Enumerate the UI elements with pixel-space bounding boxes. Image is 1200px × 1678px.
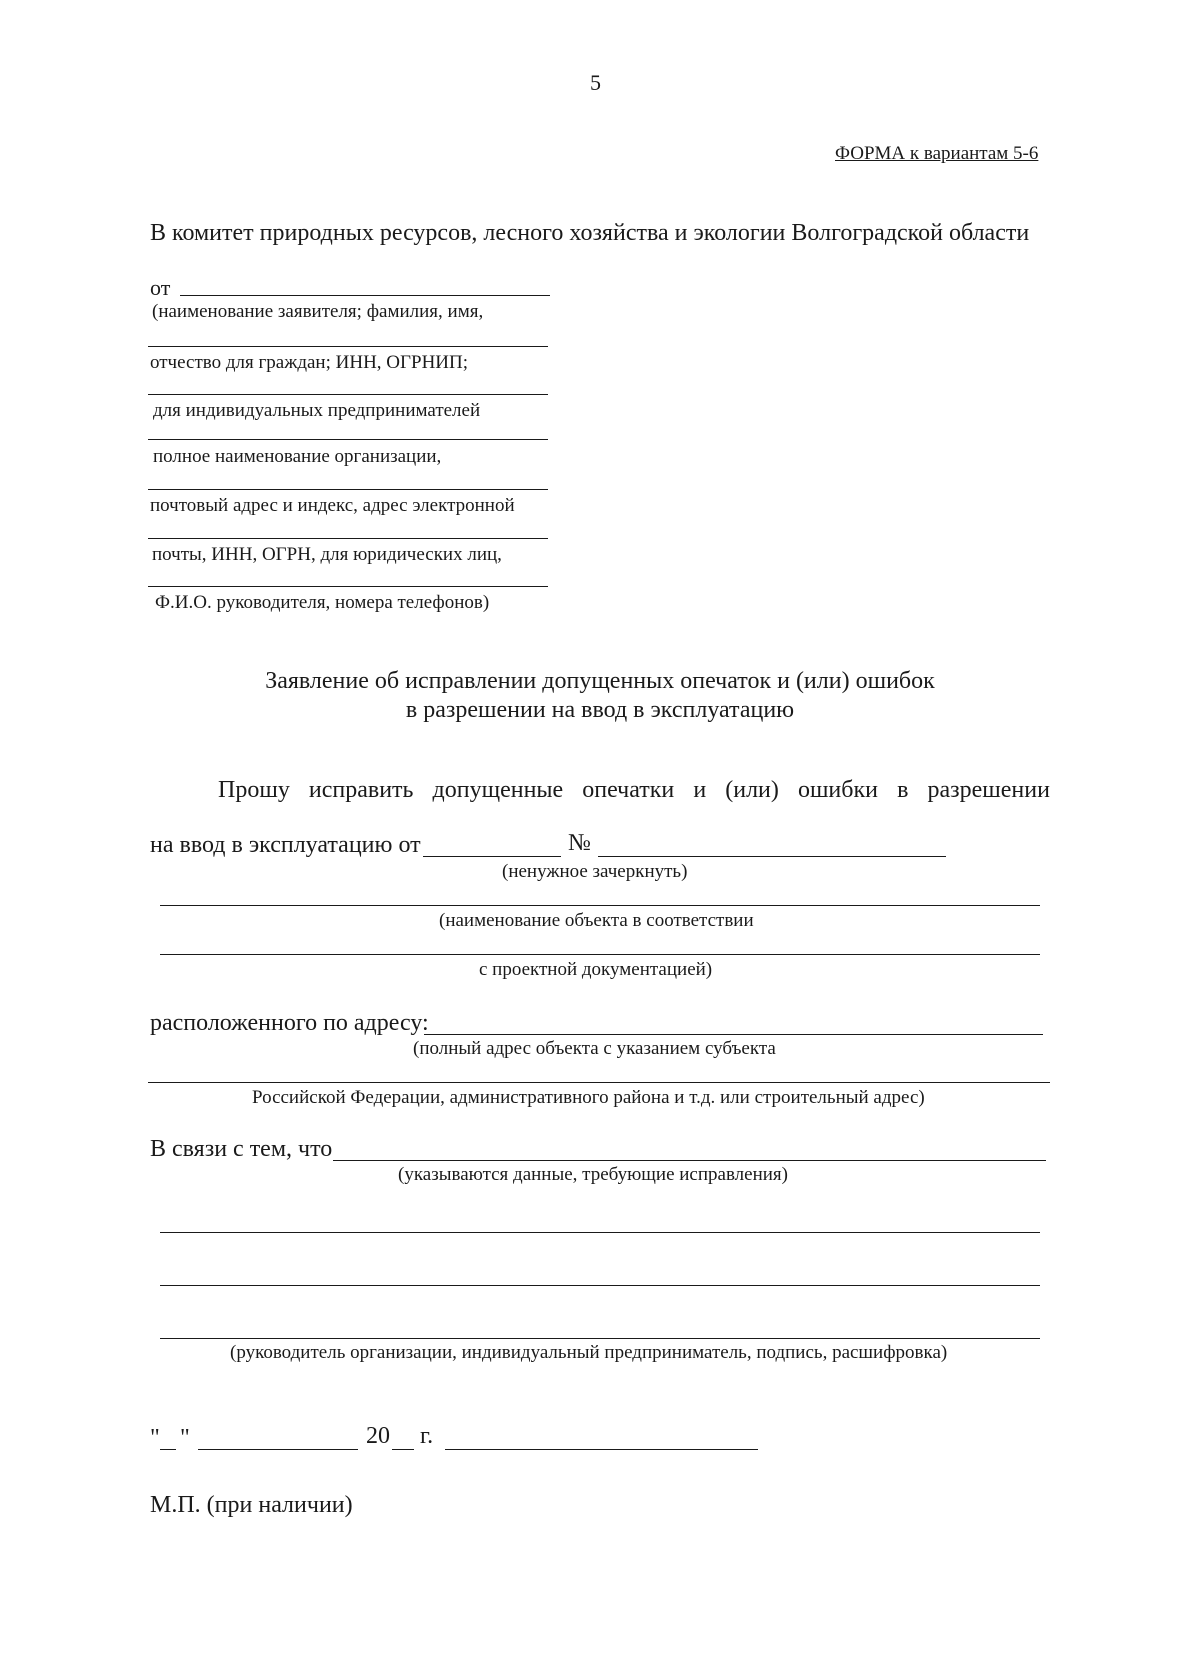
document-title-line-2: в разрешении на ввод в эксплуатацию [405,697,795,723]
permit-from-label: на ввод в эксплуатацию от [150,832,421,858]
object-hint-1: (наименование объекта в соответствии [439,910,754,931]
applicant-hint-7: Ф.И.О. руководителя, номера телефонов) [155,592,490,613]
date-year-field[interactable] [392,1449,414,1450]
number-sign: № [568,830,591,856]
applicant-field-7[interactable] [148,586,548,587]
page-number: 5 [590,70,601,95]
request-word: Прошу [218,777,290,803]
applicant-hint-5: почтовый адрес и индекс, адрес электронной [150,495,515,516]
signature-hint: (руководитель организации, индивидуальный предприниматель, подпись, расшифровка) [230,1342,948,1363]
document-title-line-1: Заявление об исправлении допущенных опечаток и (или) ошибок [265,668,935,694]
date-signature-field[interactable] [445,1449,758,1450]
signature-field[interactable] [160,1338,1040,1339]
address-field[interactable] [424,1034,1043,1035]
applicant-hint-2: отчество для граждан; ИНН, ОГРНИП; [150,352,469,373]
applicant-hint-4: полное наименование организации, [153,446,442,467]
reason-field-2[interactable] [160,1232,1040,1233]
applicant-field-6[interactable] [148,538,548,539]
address-hint-1: (полный адрес объекта с указанием субъекта [413,1038,776,1059]
request-word: в [897,777,909,803]
addressee: В комитет природных ресурсов, лесного хозяйства и экологии Волгоградской области [150,220,1030,246]
request-word: опечатки [582,777,675,803]
request-sentence [218,777,1050,804]
applicant-hint-1: (наименование заявителя; фамилия, имя, [152,301,484,322]
reason-label: В связи с тем, что [150,1136,333,1162]
seal-label: М.П. (при наличии) [150,1492,353,1518]
request-word: и [693,777,707,803]
applicant-hint-6: почты, ИНН, ОГРН, для юридических лиц, [152,544,502,565]
date-month-field[interactable] [198,1449,358,1450]
request-word: ошибки [797,777,878,803]
permit-date-field[interactable] [423,856,561,857]
address-hint-2: Российской Федерации, административного района и т.д. или строительный адрес) [252,1087,925,1108]
form-label: ФОРМА к вариантам 5-6 [835,143,1039,164]
reason-field-3[interactable] [160,1285,1040,1286]
object-name-field-1[interactable] [160,905,1040,906]
date-quote-open: " [150,1425,160,1451]
reason-field[interactable] [333,1160,1046,1161]
year-prefix: 20 [366,1423,390,1449]
strike-hint: (ненужное зачеркнуть) [502,861,688,882]
applicant-field[interactable] [180,295,550,296]
reason-hint: (указываются данные, требующие исправления) [398,1164,788,1185]
object-name-field-2[interactable] [160,954,1040,955]
applicant-hint-3: для индивидуальных предпринимателей [153,400,481,421]
year-suffix: г. [420,1423,434,1449]
request-word: исправить [308,777,414,803]
applicant-field-2[interactable] [148,346,548,347]
request-word: разрешении [927,777,1050,803]
date-day-field[interactable] [160,1449,176,1450]
request-word: допущенные [432,777,564,803]
applicant-field-3[interactable] [148,394,548,395]
applicant-field-4[interactable] [148,439,548,440]
date-quote-close: " [180,1425,190,1451]
from-label: от [150,275,171,300]
address-label: расположенного по адресу: [150,1010,429,1036]
permit-number-field[interactable] [598,856,946,857]
applicant-field-5[interactable] [148,489,548,490]
object-hint-2: с проектной документацией) [479,959,713,980]
request-word: (или) [725,777,779,803]
address-field-2[interactable] [148,1082,1050,1083]
